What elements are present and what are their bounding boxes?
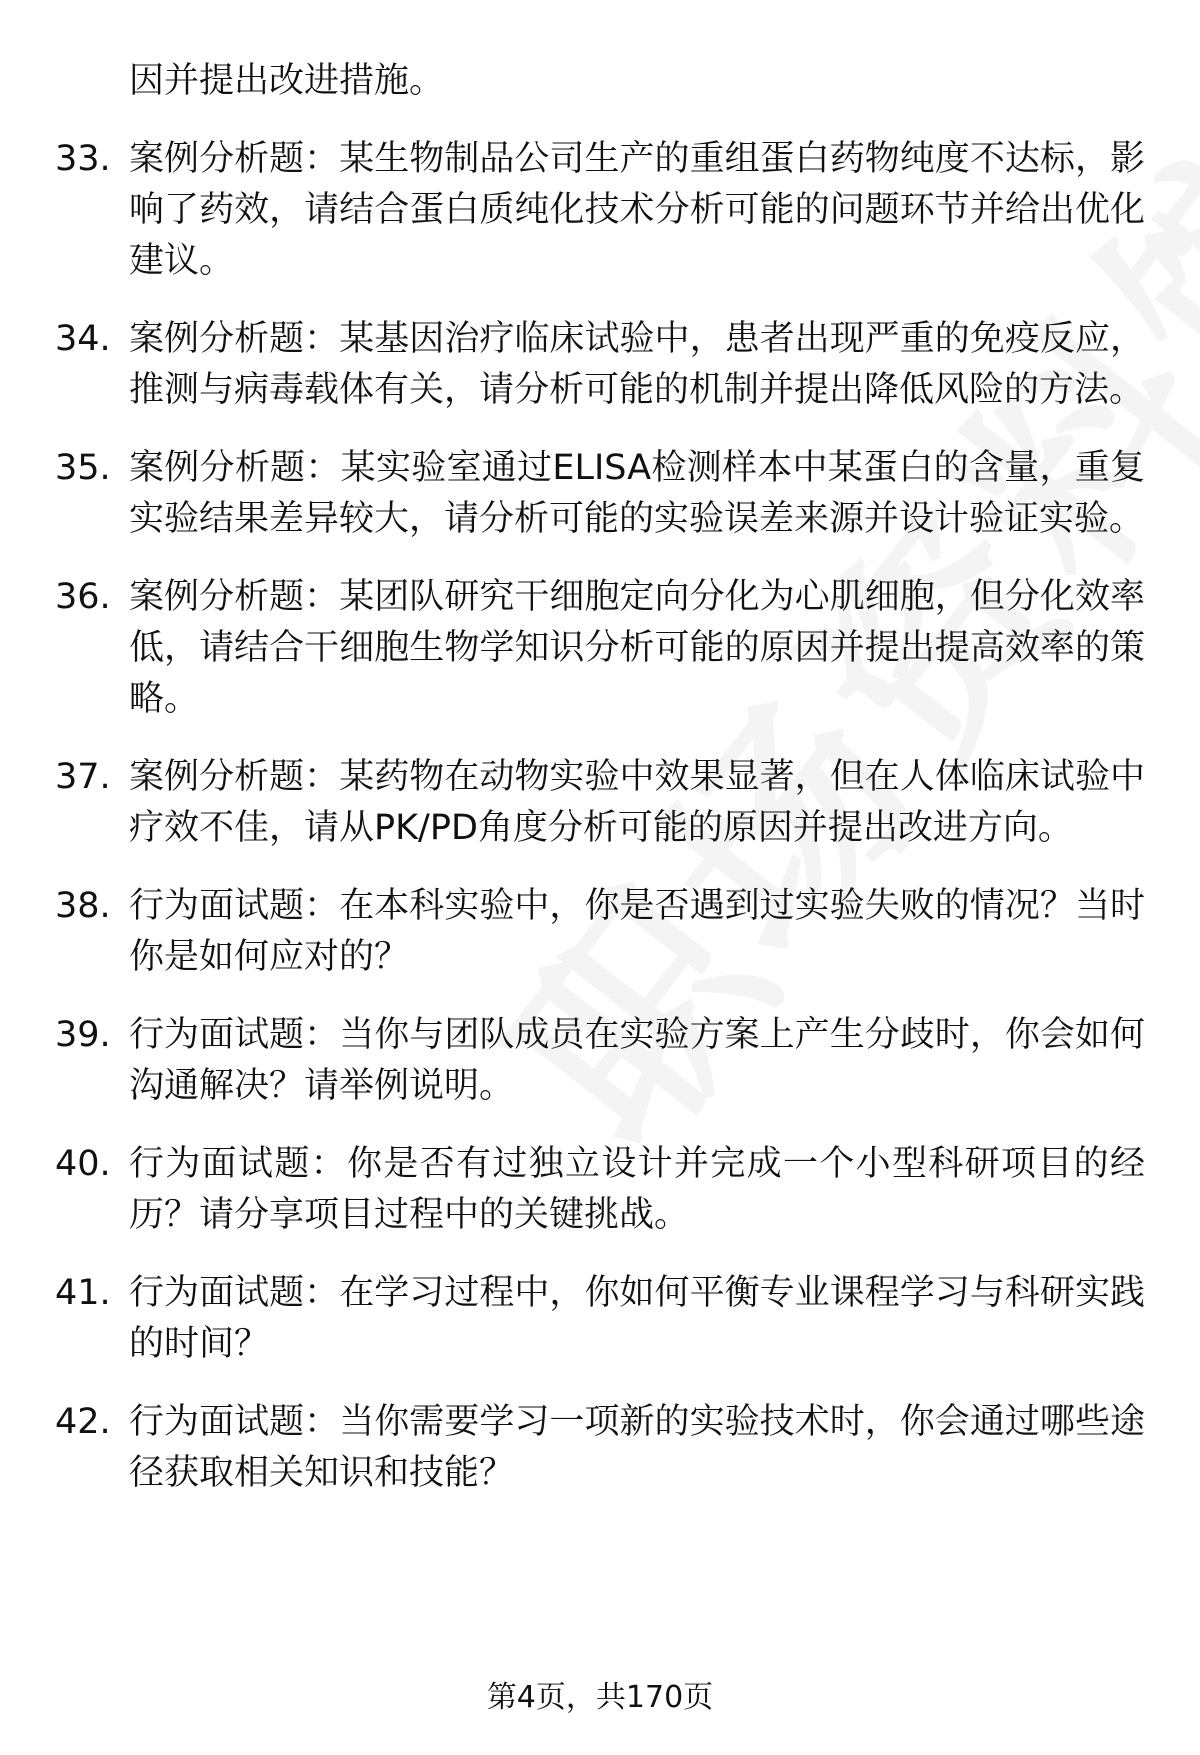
question-item [55,572,1145,725]
question-text: 行为面试题：在本科实验中，你是否遇到过实验失败的情况？当时你是如何应对的？ [129,886,1145,977]
page-footer: 第4页，共170页 [486,1680,714,1715]
question-list [55,56,1145,1526]
question-text: 案例分析题：某实验室通过ELISA检测样本中某蛋白的含量，重复实验结果差异较大，请分析可能的实验误差来源并设计验证实验。 [129,448,1145,539]
question-number: 42. [55,1402,111,1442]
question-number: 37. [55,757,111,797]
question-item [55,443,1145,545]
question-item [55,752,1145,854]
question-number: 36. [55,577,111,617]
question-text: 案例分析题：某药物在动物实验中效果显著，但在人体临床试验中疗效不佳，请从PK/PD角度分析可能的原因并提出改进方向。 [129,757,1145,848]
question-text: 行为面试题：你是否有过独立设计并完成一个小型科研项目的经历？请分享项目过程中的关键挑战。 [129,1144,1145,1235]
question-number: 38. [55,886,111,926]
question-text: 案例分析题：某生物制品公司生产的重组蛋白药物纯度不达标，影响了药效，请结合蛋白质纯化技术分析可能的问题环节并给出优化建议。 [129,139,1145,281]
question-number: 33. [55,139,111,179]
question-text: 案例分析题：某基因治疗临床试验中，患者出现严重的免疫反应，推测与病毒载体有关，请分析可能的机制并提出降低风险的方法。 [129,319,1145,410]
question-text: 行为面试题：在学习过程中，你如何平衡专业课程学习与科研实践的时间？ [129,1273,1145,1364]
question-item [55,1139,1145,1241]
question-number: 35. [55,448,111,488]
question-number: 39. [55,1015,111,1055]
question-item [55,314,1145,416]
question-item [55,1397,1145,1499]
question-text: 行为面试题：当你与团队成员在实验方案上产生分歧时，你会如何沟通解决？请举例说明。 [129,1015,1145,1106]
question-number: 34. [55,319,111,359]
question-number: 41. [55,1273,111,1313]
question-item [55,1010,1145,1112]
question-number: 40. [55,1144,111,1184]
question-item [55,881,1145,983]
continued-question-text: 因并提出改进措施。 [129,61,445,101]
question-text: 行为面试题：当你需要学习一项新的实验技术时，你会通过哪些途径获取相关知识和技能？ [129,1402,1145,1493]
question-item [55,1268,1145,1370]
question-item [55,134,1145,287]
question-text: 案例分析题：某团队研究干细胞定向分化为心肌细胞，但分化效率低，请结合干细胞生物学知识分析可能的原因并提出提高效率的策略。 [129,577,1145,719]
